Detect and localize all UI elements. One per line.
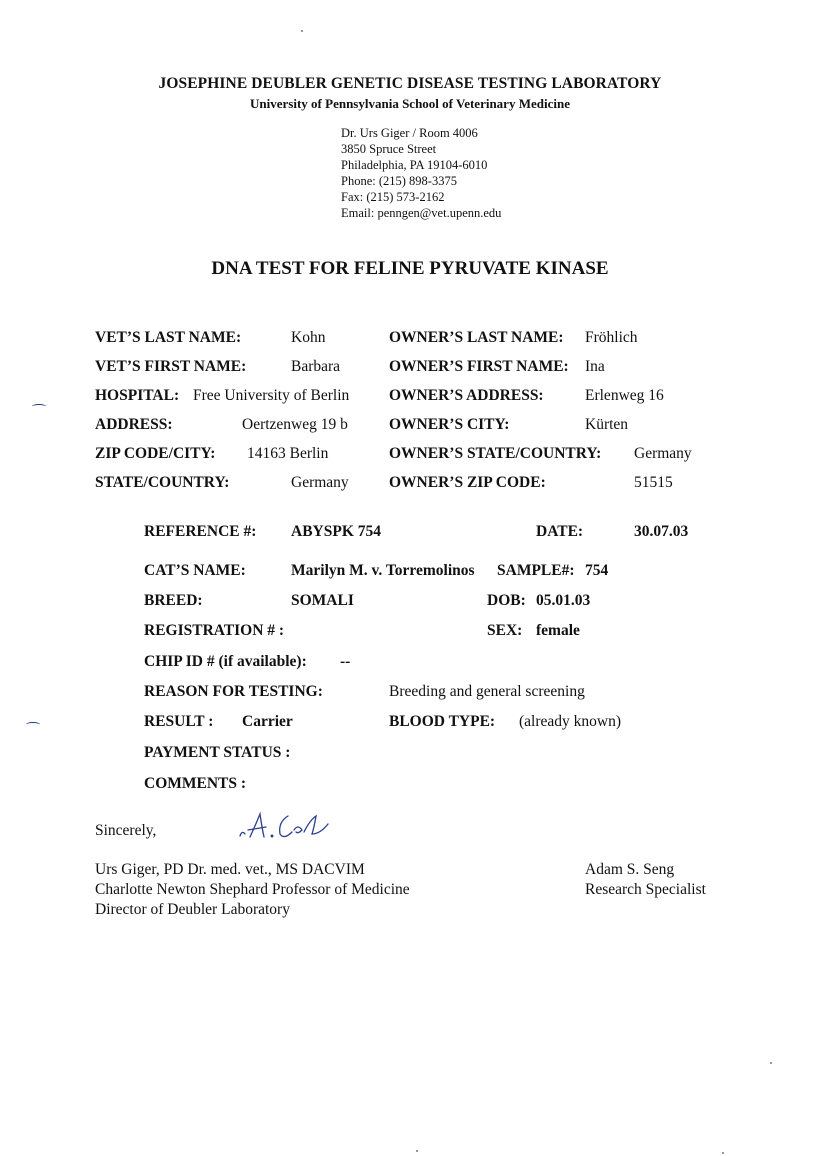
hospital-label: HOSPITAL:	[95, 387, 180, 404]
vet-last-name-label: VET’S LAST NAME:	[95, 329, 242, 346]
sample-number-label: SAMPLE#:	[497, 562, 575, 579]
address-line: Dr. Urs Giger / Room 4006	[341, 126, 478, 140]
reason-value: Breeding and general screening	[389, 683, 585, 700]
vet-state-country-label: STATE/COUNTRY:	[95, 474, 230, 491]
blood-type-value: (already known)	[519, 713, 621, 730]
comments-label: COMMENTS :	[144, 775, 247, 792]
date-label: DATE:	[536, 523, 584, 540]
address-line: Philadelphia, PA 19104-6010	[341, 158, 488, 172]
address-line: 3850 Spruce Street	[341, 142, 437, 156]
signer-title: Director of Deubler Laboratory	[95, 901, 290, 918]
signer-name: Urs Giger, PD Dr. med. vet., MS DACVIM	[95, 861, 365, 878]
sample-number-value: 754	[585, 562, 609, 579]
owner-first-name-value: Ina	[585, 358, 605, 375]
vet-address-label: ADDRESS:	[95, 416, 173, 433]
owner-state-country-value: Germany	[634, 445, 692, 462]
owner-zip-label: OWNER’S ZIP CODE:	[389, 474, 546, 491]
dob-label: DOB:	[487, 592, 526, 609]
email-line: Email: penngen@vet.upenn.edu	[341, 206, 502, 220]
lab-address-block	[341, 125, 501, 221]
owner-address-label: OWNER’S ADDRESS:	[389, 387, 544, 404]
owner-zip-value: 51515	[634, 474, 673, 491]
owner-address-value: Erlenweg 16	[585, 387, 664, 404]
scan-speck	[722, 1152, 724, 1154]
cat-name-label: CAT’S NAME:	[144, 562, 246, 579]
sex-value: female	[536, 622, 580, 639]
scan-mark	[26, 722, 40, 727]
reason-label: REASON FOR TESTING:	[144, 683, 323, 700]
scan-mark	[32, 404, 46, 409]
owner-last-name-label: OWNER’S LAST NAME:	[389, 329, 564, 346]
handwritten-signature	[236, 804, 336, 844]
institution-name: University of Pennsylvania School of Veterinary Medicine	[250, 96, 570, 111]
breed-label: BREED:	[144, 592, 203, 609]
reference-label: REFERENCE #:	[144, 523, 257, 540]
signer-title: Research Specialist	[585, 881, 706, 898]
signature-strokes	[240, 814, 328, 837]
vet-zip-city-label: ZIP CODE/CITY:	[95, 445, 216, 462]
reference-value: ABYSPK 754	[291, 523, 381, 540]
scan-speck	[301, 30, 303, 32]
result-value: Carrier	[242, 713, 293, 730]
vet-first-name-label: VET’S FIRST NAME:	[95, 358, 247, 375]
vet-first-name-value: Barbara	[291, 358, 341, 375]
signer-giger	[95, 860, 410, 920]
breed-value: SOMALI	[291, 592, 354, 609]
fax-line: Fax: (215) 573-2162	[341, 190, 445, 204]
owner-state-country-label: OWNER’S STATE/COUNTRY:	[389, 445, 602, 462]
sex-label: SEX:	[487, 622, 523, 639]
scan-speck	[416, 1150, 418, 1152]
cat-name-value: Marilyn M. v. Torremolinos	[291, 562, 475, 579]
dob-value: 05.01.03	[536, 592, 591, 609]
vet-address-value: Oertzenweg 19 b	[242, 416, 348, 433]
owner-city-value: Kürten	[585, 416, 629, 433]
vet-zip-city-value: 14163 Berlin	[247, 445, 329, 462]
owner-city-label: OWNER’S CITY:	[389, 416, 510, 433]
owner-first-name-label: OWNER’S FIRST NAME:	[389, 358, 569, 375]
registration-label: REGISTRATION # :	[144, 622, 285, 639]
blood-type-label: BLOOD TYPE:	[389, 713, 496, 730]
hospital-value: Free University of Berlin	[193, 387, 350, 404]
signer-seng	[585, 860, 706, 900]
payment-status-label: PAYMENT STATUS :	[144, 744, 291, 761]
document-title: DNA TEST FOR FELINE PYRUVATE KINASE	[211, 258, 609, 279]
chip-id-value: --	[340, 653, 351, 670]
vet-state-country-value: Germany	[291, 474, 349, 491]
owner-last-name-value: Fröhlich	[585, 329, 638, 346]
result-label: RESULT :	[144, 713, 214, 730]
chip-id-label: CHIP ID # (if available):	[144, 653, 307, 670]
vet-last-name-value: Kohn	[291, 329, 326, 346]
signer-title: Charlotte Newton Shephard Professor of Medicine	[95, 881, 410, 898]
date-value: 30.07.03	[634, 523, 689, 540]
salutation: Sincerely,	[95, 822, 157, 839]
scan-speck	[770, 1062, 772, 1064]
lab-name: JOSEPHINE DEUBLER GENETIC DISEASE TESTING LABORATORY	[158, 75, 662, 92]
phone-line: Phone: (215) 898-3375	[341, 174, 457, 188]
signer-name: Adam S. Seng	[585, 861, 675, 878]
